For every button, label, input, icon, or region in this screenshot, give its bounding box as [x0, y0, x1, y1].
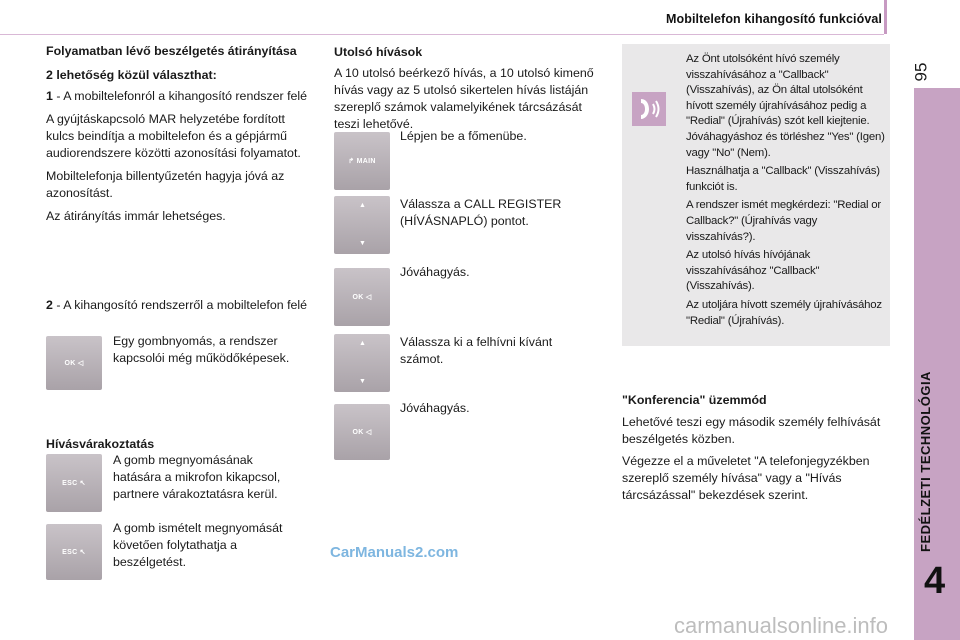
step-call-register: Válassza a CALL REGISTER (HÍVÁSNAPLÓ) pontot. — [400, 197, 562, 228]
esc-button-image-2: ESC ↖ — [46, 524, 102, 580]
option-1 — [46, 88, 316, 105]
column-2 — [334, 44, 596, 133]
footer-watermark: carmanualsonline.info — [674, 613, 889, 638]
esc-button-image-1: ESC ↖ — [46, 454, 102, 512]
option-1-number: 1 — [46, 89, 53, 103]
arrow-buttons-image-2 — [334, 334, 390, 392]
conference-para-1: Lehetővé teszi egy második személy felhívását beszélgetés közben. — [622, 415, 881, 446]
esc-button-label: ESC — [62, 479, 78, 487]
carmanuals-watermark: CarManuals2.com — [330, 544, 459, 561]
transfer-heading: Folyamatban lévő beszélgetés átirányítása — [46, 44, 297, 58]
chapter-section-title — [918, 532, 933, 552]
conference-heading: "Konferencia" üzemmód — [622, 393, 767, 407]
step-main-menu: Lépjen be a főmenübe. — [400, 129, 527, 143]
down-arrow-icon: ▼ — [359, 378, 366, 385]
esc-button-label: ESC — [62, 548, 78, 556]
chapter-sidebar — [914, 88, 960, 640]
main-button-image: ↱ MAIN — [334, 132, 390, 190]
hold-heading: Hívásvárakoztatás — [46, 437, 155, 451]
para-possible: Az átirányítás immár lehetséges. — [46, 209, 226, 223]
up-arrow-icon: ▲ — [359, 340, 366, 347]
page-header-title: Mobiltelefon kihangosító funkcióval — [665, 12, 882, 26]
recent-calls-heading: Utolsó hívások — [334, 45, 423, 59]
column-3 — [622, 392, 894, 504]
panel-para-1: Az Önt utolsóként hívó személy visszahívásához a "Callback" (Visszahívás), az Ön által utolsóként hívott személy újrahívásához pedig a "Redial" (Újrahívás) szót kell kiejtenie. Jóváhagyáshoz és törléshez "Yes" (Igen) vagy "No" (Nem). — [686, 53, 885, 159]
voice-command-text — [686, 52, 886, 332]
header-tick — [884, 0, 887, 34]
down-arrow-icon: ▼ — [359, 240, 366, 247]
ok-button-label: OK — [352, 293, 364, 301]
option-2 — [46, 297, 316, 314]
arrow-buttons-image-1 — [334, 196, 390, 254]
panel-para-5: Az utoljára hívott személy újrahívásához "Redial" (Újrahívás). — [686, 298, 882, 327]
page-number: 95 — [911, 62, 931, 82]
options-subheading: 2 lehetőség közül választhat: — [46, 68, 217, 82]
hold-description-2: A gomb ismételt megnyomását követően folytathatja a beszélgetést. — [113, 521, 283, 569]
step-select-number: Válassza ki a felhívni kívánt számot. — [400, 335, 553, 366]
step-confirm-1: Jóváhagyás. — [400, 265, 470, 279]
panel-para-2: Használhatja a "Callback" (Visszahívás) funkciót is. — [686, 165, 880, 193]
header-rule — [0, 34, 884, 35]
ok-button-label: OK — [64, 359, 76, 367]
up-arrow-icon: ▲ — [359, 202, 366, 209]
panel-para-3: A rendszer ismét megkérdezi: "Redial or Callback?" (Újrahívás vagy visszahívás?). — [686, 199, 882, 243]
conference-para-2: Végezze el a műveletet "A telefonjegyzékben szereplő személy hívása" vagy a "Hívás tárcsázással" bekezdések szerint. — [622, 454, 870, 502]
voice-command-icon — [632, 92, 666, 126]
step-confirm-2: Jóváhagyás. — [400, 401, 470, 415]
option-1-text: - A mobiltelefonról a kihangosító rendszer felé — [52, 89, 308, 103]
para-ignition: A gyújtáskapcsoló MAR helyzetébe fordított kulcs beindítja a mobiltelefon és a gépjármű audiorendszere közötti azonosítási folyamatot. — [46, 112, 301, 160]
column-1 — [46, 44, 316, 225]
main-button-label: MAIN — [356, 157, 376, 165]
ok-button-image-3: OK ◁ — [334, 404, 390, 460]
recent-calls-intro: A 10 utolsó beérkező hívás, a 10 utolsó kimenő hívás vagy az 5 utolsó sikertelen hívás listáján szereplő számok valamelyikének tárcsázását teszi lehetővé. — [334, 66, 594, 131]
para-confirm: Mobiltelefonja billentyűzetén hagyja jóvá az azonosítást. — [46, 169, 285, 200]
hold-description-1: A gomb megnyomásának hatására a mikrofon kikapcsol, partnere várakoztatásra kerül. — [113, 453, 281, 501]
ok-button-image-2: OK ◁ — [334, 268, 390, 326]
ok-description: Egy gombnyomás, a rendszer kapcsolói még működőképesek. — [113, 334, 290, 365]
option-2-text: - A kihangosító rendszerről a mobiltelefon felé — [52, 298, 308, 312]
ok-button-label: OK — [352, 428, 364, 436]
chapter-number: 4 — [924, 560, 946, 602]
panel-para-4: Az utolsó hívás hívójának visszahívásához "Callback" (Visszahívás). — [686, 249, 820, 293]
option-2-number: 2 — [46, 298, 53, 312]
ok-button-image: OK ◁ — [46, 336, 102, 390]
